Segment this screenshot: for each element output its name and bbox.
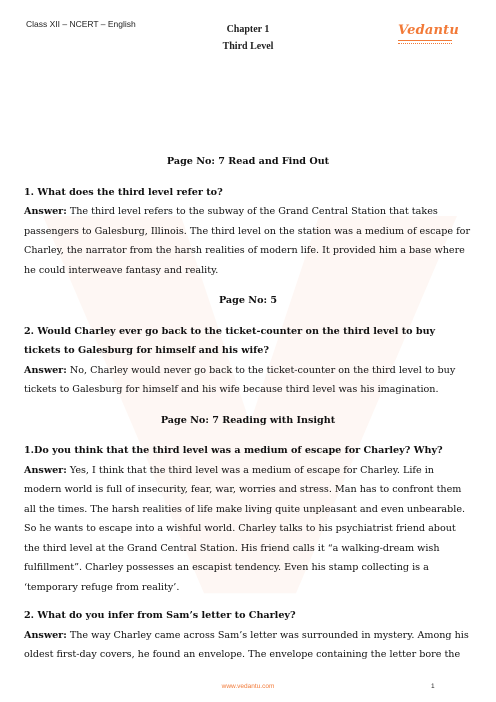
vedantu-logo [398,24,460,48]
logo-underline [398,40,452,44]
answer-text: No, Charley would never go back to the ticket-counter on the third level to buy tickets to Galesburg for himself and his wife because third level was his imagination. [24,364,456,395]
page-number: 1 [431,683,435,690]
section-heading: Page No: 5 [218,295,278,306]
answer-text: The third level refers to the subway of the Grand Central Station that takes passengers to Galesburg, Illinois. The third level on the station was a medium of escape for Charley, the narrator from the harsh realities of modern life. It provided him a base where he could interweave fantasy and reality. [24,206,471,276]
answer [24,461,472,598]
logo-text: Vedantu [398,23,459,38]
footer-url[interactable]: www.vedantu.com [221,683,275,690]
question: 1.Do you think that the third level was a medium of escape for Charley? Why? [24,445,443,456]
answer-label: Answer: [24,206,67,217]
question: 2. Would Charley ever go back to the ticket-counter on the third level to buy tickets to Galesburg for himself and his wife? [24,325,436,356]
section-heading: Page No: 7 Reading with Insight [160,414,336,426]
answer [24,361,472,400]
answer-label: Answer: [24,629,67,641]
class-label: Class XII – NCERT – English [26,19,136,29]
question: 2. What do you infer from Sam’s letter to Charley? [24,610,296,621]
question: 1. What does the third level refer to? [24,186,223,198]
chapter-title: Third Level [222,41,274,52]
section-heading: Page No: 7 Read and Find Out [166,156,330,167]
chapter-number: Chapter 1 [226,24,270,35]
answer [24,202,472,280]
main-content [24,152,472,665]
answer-text: The way Charley came across Sam’s letter was surrounded in mystery. Among his oldest first-day covers, he found an envelope. The envelope containing the letter bore the [24,629,469,660]
answer-text: Yes, I think that the third level was a medium of escape for Charley. Life in modern world is full of insecurity, fear, war, worries and stress. Man has to confront them all the times. The harsh realities of life make living quite unpleasant and even unbearable. So he wants to escape into a wishful world. Charley talks to his psychiatrist friend about the third level at the Grand Central Station. His friend calls it “a walking-dream wish fulfillment”. Charley possesses an escapist tendency. Even his stamp collecting is a ‘temporary refuge from reality’. [24,464,466,593]
answer [24,626,472,665]
answer-label: Answer: [24,464,67,476]
answer-label: Answer: [24,364,67,376]
